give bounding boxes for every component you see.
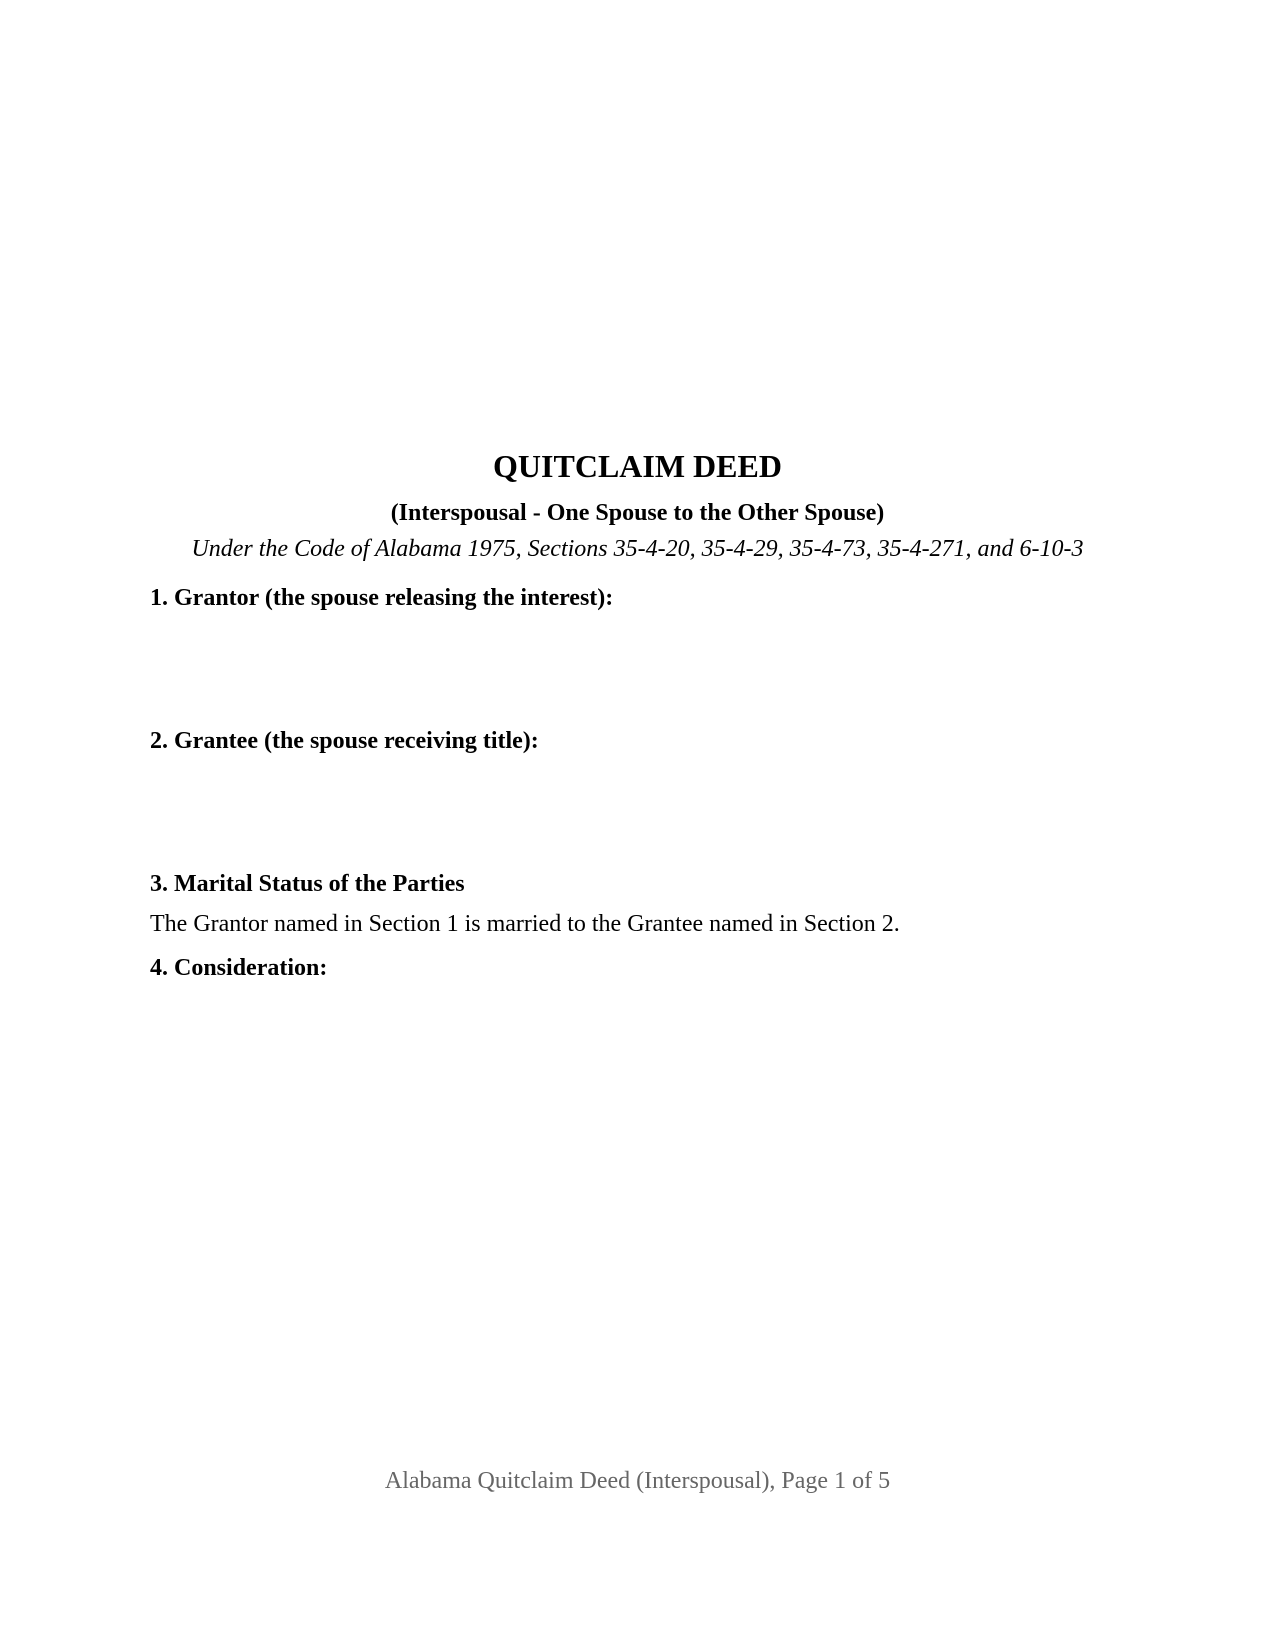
document-subtitle: (Interspousal - One Spouse to the Other Spouse) bbox=[390, 500, 885, 526]
section-heading-consideration: 4. Consideration: bbox=[150, 955, 328, 981]
page-footer: Alabama Quitclaim Deed (Interspousal), Page 1 of 5 bbox=[384, 1468, 891, 1494]
statute-reference: Under the Code of Alabama 1975, Sections 35-4-20, 35-4-29, 35-4-73, 35-4-271, and 6-10-3 bbox=[191, 536, 1084, 562]
section-heading-grantee: 2. Grantee (the spouse receiving title): bbox=[150, 728, 539, 754]
section-heading-marital-status: 3. Marital Status of the Parties bbox=[150, 871, 465, 897]
section-heading-grantor: 1. Grantor (the spouse releasing the interest): bbox=[150, 585, 614, 611]
document-title: QUITCLAIM DEED bbox=[493, 448, 782, 484]
marital-status-text: The Grantor named in Section 1 is married to the Grantee named in Section 2. bbox=[150, 911, 900, 937]
